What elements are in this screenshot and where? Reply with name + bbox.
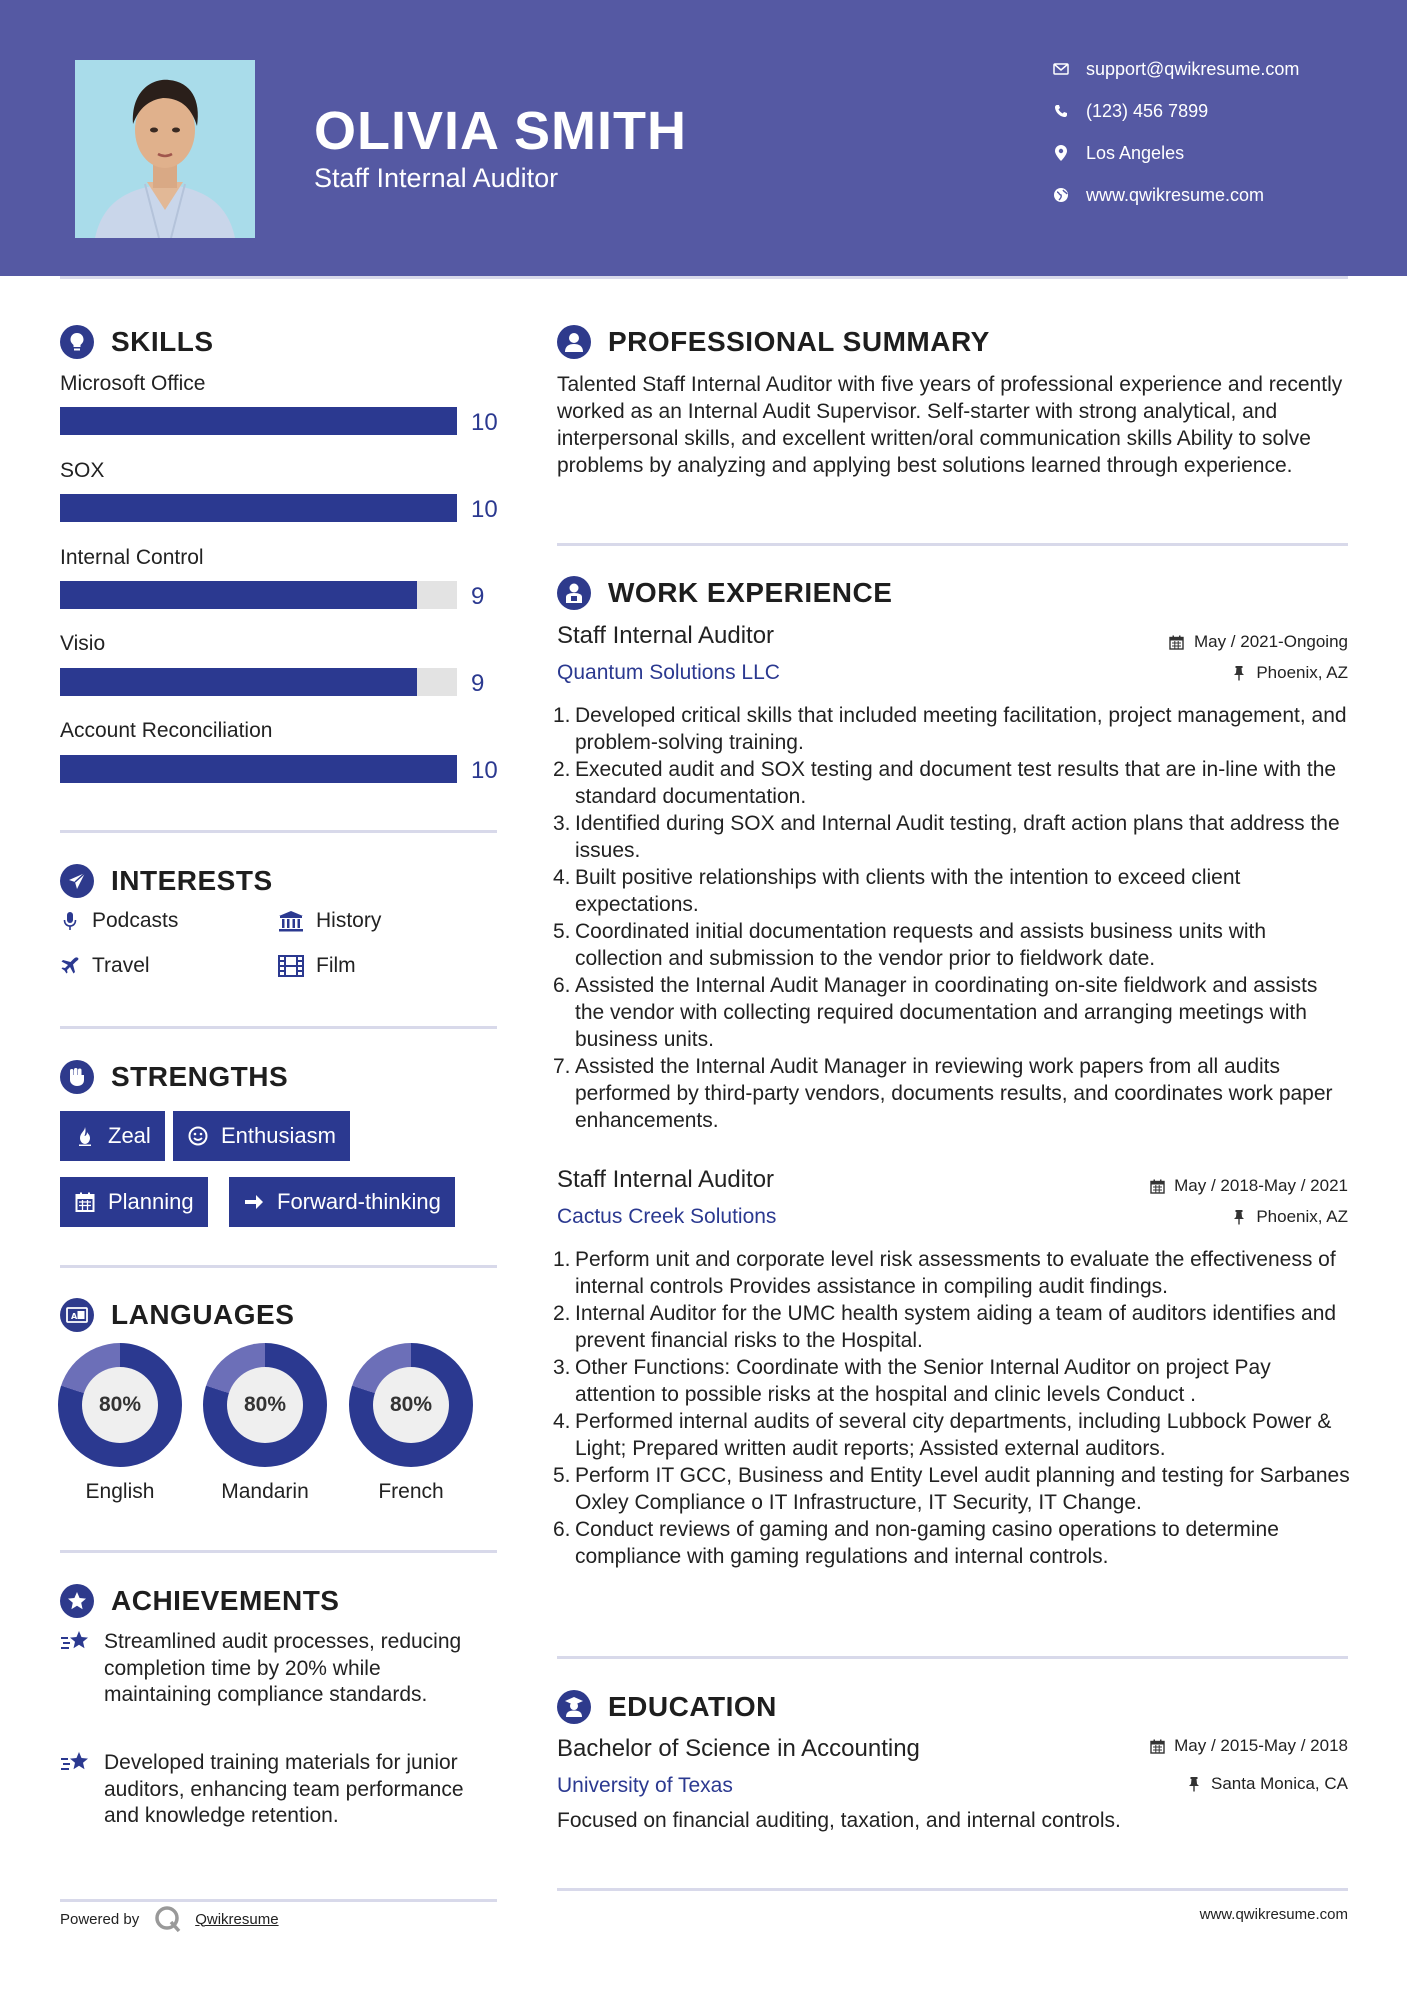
calendar-icon: [1149, 1178, 1165, 1194]
skill-name: Internal Control: [60, 546, 204, 569]
strength-tag: Forward-thinking: [229, 1177, 455, 1227]
skill-bar: [60, 581, 457, 609]
star-badge-icon: [60, 1584, 94, 1618]
language-ring: [58, 1343, 182, 1467]
achievement-item: Streamlined audit processes, reducing completion time by 20% while maintaining compliance standards.: [60, 1629, 480, 1709]
duty-item: 4. Built positive relationships with clients with the intention to exceed client expectations.: [553, 866, 1241, 916]
user-icon: [557, 325, 591, 359]
calendar-icon: [1149, 1738, 1165, 1754]
education-heading: EDUCATION: [557, 1690, 777, 1724]
skill-value: 9: [471, 583, 485, 610]
education-description: Focused on financial auditing, taxation, and internal controls.: [557, 1809, 1121, 1832]
education-dates: May / 2015-May / 2018: [1149, 1736, 1348, 1756]
museum-icon: [278, 910, 304, 932]
candidate-name: OLIVIA SMITH: [314, 101, 687, 161]
shooting-star-icon: [60, 1750, 90, 1776]
section-divider: [557, 1656, 1348, 1659]
interests-heading: INTERESTS: [60, 864, 273, 898]
skill-bar-fill: [60, 581, 417, 609]
duties-list: [553, 702, 1350, 1134]
duty-item: 4. Performed internal audits of several city departments, including Lubbock Power & Light; Prepared written audit reports; Assisted external auditors.: [553, 1410, 1332, 1460]
language-name: Mandarin: [221, 1480, 309, 1503]
duty-item: 7. Assisted the Internal Audit Manager in reviewing work papers from all audits performed by third-party vendors, documents results, and coordinates work paper enhancements.: [553, 1055, 1333, 1132]
contact-location: Los Angeles: [1050, 142, 1184, 164]
job-location: Phoenix, AZ: [1231, 663, 1348, 683]
qwikresume-link[interactable]: Qwikresume: [195, 1910, 279, 1928]
skill-name: Account Reconciliation: [60, 719, 273, 742]
skill-bar-fill: [60, 407, 457, 435]
arrow-right-icon: [243, 1191, 265, 1213]
language-ring: [203, 1343, 327, 1467]
section-divider: [60, 830, 497, 833]
language-name: English: [85, 1480, 155, 1503]
smile-icon: [187, 1125, 209, 1147]
phone-icon: [1050, 100, 1072, 122]
language-name: French: [378, 1480, 444, 1503]
achievement-item: Developed training materials for junior auditors, enhancing team performance and knowledge retention.: [60, 1750, 480, 1830]
summary-text: Talented Staff Internal Auditor with five years of professional experience and recently worked as an Internal Audit Supervisor. Self-starter with strong analytical, and interpersonal skills, and excellent written/oral communication skills Ability to solve problems by analyzing and applying best solutions learned through experience.: [557, 373, 1343, 477]
raised-fist-icon: [60, 1060, 94, 1094]
duty-item: 5. Perform IT GCC, Business and Entity Level audit planning and testing for Sarbanes Oxley Compliance o IT Infrastructure, IT Security, IT Change.: [553, 1464, 1350, 1514]
skill-bar: [60, 407, 457, 435]
location-pin-icon: [1050, 142, 1072, 164]
svg-text:A: A: [71, 1312, 78, 1321]
job-title: Staff Internal Auditor: [557, 1166, 775, 1193]
graduate-icon: [557, 1690, 591, 1724]
lightbulb-icon: [60, 325, 94, 359]
profile-photo: [75, 60, 255, 238]
section-divider: [60, 1265, 497, 1268]
film-icon: [278, 955, 304, 977]
fire-icon: [74, 1125, 96, 1147]
footer-website[interactable]: www.qwikresume.com: [1199, 1906, 1348, 1923]
skill-value: 10: [471, 757, 498, 784]
duty-item: 3. Other Functions: Coordinate with the Senior Internal Auditor on project Pay attention to possible risks at the hospital and clinic levels Conduct .: [553, 1356, 1271, 1406]
duty-item: 6. Conduct reviews of gaming and non-gaming casino operations to determine compliance with gaming regulations and internal controls.: [553, 1518, 1279, 1568]
calendar-icon: [74, 1191, 96, 1213]
globe-icon: [1050, 184, 1072, 206]
plane-icon: [60, 955, 80, 977]
degree-title: Bachelor of Science in Accounting: [557, 1735, 920, 1762]
languages-heading: A LANGUAGES: [60, 1298, 294, 1332]
job-dates: May / 2021-Ongoing: [1169, 632, 1348, 652]
experience-heading: WORK EXPERIENCE: [557, 576, 892, 610]
interest-item: History: [278, 909, 381, 933]
duty-item: 2. Executed audit and SOX testing and document test results that are in-line with the standard documentation.: [553, 758, 1337, 808]
job-dates: May / 2018-May / 2021: [1149, 1176, 1348, 1196]
skill-name: Microsoft Office: [60, 372, 206, 395]
interest-item: Film: [278, 954, 356, 978]
section-divider: [60, 1026, 497, 1029]
skill-bar: [60, 494, 457, 522]
duty-item: 1. Perform unit and corporate level risk assessments to evaluate the effectiveness of internal controls Provides assistance in compiling audit findings.: [553, 1248, 1336, 1298]
company-name: Quantum Solutions LLC: [557, 661, 780, 684]
interest-item: Travel: [60, 954, 150, 978]
section-divider: [60, 1899, 497, 1902]
company-name: Cactus Creek Solutions: [557, 1205, 777, 1228]
section-divider: [60, 1550, 497, 1553]
briefcase-user-icon: [557, 576, 591, 610]
duty-item: 5. Coordinated initial documentation requests and assists business units with collection and submission to the vendor prior to fieldwork date.: [553, 920, 1267, 970]
language-icon: [60, 1298, 94, 1332]
strength-tag: Zeal: [60, 1111, 165, 1161]
language-ring: [349, 1343, 473, 1467]
education-location: Santa Monica, CA: [1186, 1774, 1348, 1794]
skill-value: 10: [471, 409, 498, 436]
header-divider: [60, 276, 1348, 279]
strength-tag: Planning: [60, 1177, 208, 1227]
skill-bar: [60, 668, 457, 696]
pushpin-icon: [1231, 665, 1247, 681]
strength-tag: Enthusiasm: [173, 1111, 350, 1161]
pushpin-icon: [1231, 1209, 1247, 1225]
duty-item: 3. Identified during SOX and Internal Audit testing, draft action plans that address the issues.: [553, 812, 1340, 862]
qwikresume-logo-icon: [153, 1904, 183, 1934]
skill-name: Visio: [60, 632, 106, 655]
paper-plane-icon: [60, 864, 94, 898]
skill-bar-fill: [60, 755, 457, 783]
skill-bar-fill: [60, 668, 417, 696]
shooting-star-icon: [60, 1629, 90, 1655]
contact-phone[interactable]: (123) 456 7899: [1050, 100, 1208, 122]
language-percent: 80%: [82, 1367, 158, 1443]
duty-item: 6. Assisted the Internal Audit Manager in coordinating on-site fieldwork and assists the vendor with collecting required documentation and arranging meetings with business units.: [553, 974, 1318, 1051]
duties-list: [553, 1246, 1350, 1570]
language-percent: 80%: [227, 1367, 303, 1443]
section-divider: [557, 543, 1348, 546]
calendar-icon: [1169, 634, 1185, 650]
summary-heading: PROFESSIONAL SUMMARY: [557, 325, 990, 359]
school-name: University of Texas: [557, 1774, 733, 1797]
pushpin-icon: [1186, 1776, 1202, 1792]
strengths-heading: STRENGTHS: [60, 1060, 288, 1094]
section-divider: [557, 1888, 1348, 1891]
microphone-icon: [60, 910, 80, 932]
job-title: Staff Internal Auditor: [557, 622, 775, 649]
skill-bar: [60, 755, 457, 783]
skill-bar-fill: [60, 494, 457, 522]
powered-by: Powered by Qwikresume: [60, 1904, 279, 1934]
duty-item: 1. Developed critical skills that included meeting facilitation, project management, and problem-solving training.: [553, 704, 1347, 754]
skill-value: 10: [471, 496, 498, 523]
interest-item: Podcasts: [60, 909, 178, 933]
contact-website[interactable]: www.qwikresume.com: [1050, 184, 1264, 206]
skill-value: 9: [471, 670, 485, 697]
resume-header: [0, 0, 1407, 276]
achievements-heading: ACHIEVEMENTS: [60, 1584, 339, 1618]
language-percent: 80%: [373, 1367, 449, 1443]
duty-item: 2. Internal Auditor for the UMC health system aiding a team of auditors identifies and prevent financial risks to the Hospital.: [553, 1302, 1337, 1352]
contact-email[interactable]: support@qwikresume.com: [1050, 58, 1299, 80]
candidate-title: Staff Internal Auditor: [314, 163, 559, 193]
skills-heading: SKILLS: [60, 325, 214, 359]
job-location: Phoenix, AZ: [1231, 1207, 1348, 1227]
envelope-icon: [1050, 58, 1072, 80]
skill-name: SOX: [60, 459, 105, 482]
